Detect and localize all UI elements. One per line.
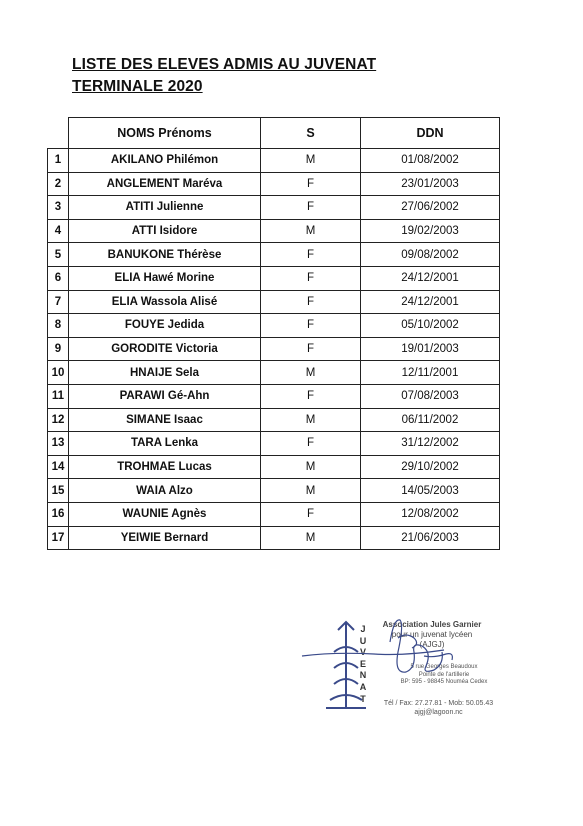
stamp-addr-line-2: Pointe de l'artillerie bbox=[418, 671, 470, 678]
stamp-addr-line-1: 5 rue Georges Beaudoux bbox=[410, 664, 478, 670]
row-number: 11 bbox=[48, 384, 69, 408]
table-row bbox=[48, 219, 500, 243]
row-number: 8 bbox=[48, 314, 69, 338]
vertical-letter: U bbox=[359, 635, 367, 646]
row-name: ATITI Julienne bbox=[69, 196, 261, 220]
vertical-letter: N bbox=[359, 670, 367, 681]
stamp-org-line-2: pour un juvenat lycéen bbox=[391, 630, 473, 639]
row-number: 2 bbox=[48, 172, 69, 196]
row-name: WAIA Alzo bbox=[69, 479, 261, 503]
table-row bbox=[48, 266, 500, 290]
row-number: 9 bbox=[48, 337, 69, 361]
table-row bbox=[48, 432, 500, 456]
row-name: BANUKONE Thérèse bbox=[69, 243, 261, 267]
table-row bbox=[48, 196, 500, 220]
row-dob: 24/12/2001 bbox=[361, 290, 500, 314]
row-sex: M bbox=[261, 479, 361, 503]
row-dob: 05/10/2002 bbox=[361, 314, 500, 338]
vertical-letter: V bbox=[359, 647, 366, 658]
row-sex: F bbox=[261, 172, 361, 196]
row-sex: F bbox=[261, 243, 361, 267]
table-row bbox=[48, 408, 500, 432]
row-number: 16 bbox=[48, 502, 69, 526]
row-sex: M bbox=[261, 149, 361, 173]
row-number: 13 bbox=[48, 432, 69, 456]
row-name: TARA Lenka bbox=[69, 432, 261, 456]
row-sex: M bbox=[261, 361, 361, 385]
row-dob: 06/11/2002 bbox=[361, 408, 500, 432]
table-row bbox=[48, 479, 500, 503]
table-row bbox=[48, 502, 500, 526]
row-name: ANGLEMENT Maréva bbox=[69, 172, 261, 196]
row-name: SIMANE Isaac bbox=[69, 408, 261, 432]
row-name: GORODITE Victoria bbox=[69, 337, 261, 361]
row-dob: 07/08/2003 bbox=[361, 384, 500, 408]
row-name: TROHMAE Lucas bbox=[69, 455, 261, 479]
table-row bbox=[48, 384, 500, 408]
table-row bbox=[48, 314, 500, 338]
row-sex: M bbox=[261, 408, 361, 432]
table-row bbox=[48, 290, 500, 314]
row-dob: 29/10/2002 bbox=[361, 455, 500, 479]
row-number: 17 bbox=[48, 526, 69, 550]
row-dob: 23/01/2003 bbox=[361, 172, 500, 196]
row-dob: 09/08/2002 bbox=[361, 243, 500, 267]
title-line-2: TERMINALE 2020 bbox=[72, 78, 203, 95]
table-row bbox=[48, 243, 500, 267]
stamp-email: ajgj@lagoon.nc bbox=[414, 709, 463, 716]
table-row bbox=[48, 526, 500, 550]
row-number: 15 bbox=[48, 479, 69, 503]
row-dob: 12/08/2002 bbox=[361, 502, 500, 526]
row-number: 4 bbox=[48, 219, 69, 243]
table-row bbox=[48, 337, 500, 361]
row-name: ELIA Hawé Morine bbox=[69, 266, 261, 290]
row-name: AKILANO Philémon bbox=[69, 149, 261, 173]
row-dob: 01/08/2002 bbox=[361, 149, 500, 173]
row-dob: 24/12/2001 bbox=[361, 266, 500, 290]
row-sex: M bbox=[261, 455, 361, 479]
header-dob: DDN bbox=[361, 118, 500, 149]
row-name: FOUYE Jedida bbox=[69, 314, 261, 338]
row-dob: 12/11/2001 bbox=[361, 361, 500, 385]
table-row bbox=[48, 361, 500, 385]
row-number: 10 bbox=[48, 361, 69, 385]
page-title bbox=[72, 54, 376, 98]
stamp-org-line-3: (AJGJ) bbox=[419, 640, 445, 649]
row-name: WAUNIE Agnès bbox=[69, 502, 261, 526]
table-row bbox=[48, 172, 500, 196]
row-name: HNAIJE Sela bbox=[69, 361, 261, 385]
table-header-row bbox=[48, 118, 500, 149]
title-line-1: LISTE DES ELEVES ADMIS AU JUVENAT bbox=[72, 56, 377, 73]
row-name: ATTI Isidore bbox=[69, 219, 261, 243]
vertical-letter: E bbox=[359, 658, 366, 669]
row-name: PARAWI Gé-Ahn bbox=[69, 384, 261, 408]
vertical-letter: J bbox=[360, 624, 366, 634]
row-sex: F bbox=[261, 502, 361, 526]
row-sex: F bbox=[261, 266, 361, 290]
row-number: 3 bbox=[48, 196, 69, 220]
row-dob: 19/01/2003 bbox=[361, 337, 500, 361]
row-dob: 19/02/2003 bbox=[361, 219, 500, 243]
row-sex: M bbox=[261, 219, 361, 243]
vertical-letter: A bbox=[359, 681, 367, 692]
row-sex: F bbox=[261, 384, 361, 408]
stamp-org-line-1: Association Jules Garnier bbox=[382, 620, 482, 629]
stamp-tel: Tél / Fax: 27.27.81 - Mob: 50.05.43 bbox=[383, 700, 494, 707]
row-name: YEIWIE Bernard bbox=[69, 526, 261, 550]
stamp-addr-line-3: BP: 595 - 98845 Nouméa Cedex bbox=[400, 679, 488, 685]
row-dob: 27/06/2002 bbox=[361, 196, 500, 220]
row-number: 14 bbox=[48, 455, 69, 479]
header-name: NOMS Prénoms bbox=[69, 118, 261, 149]
table-row bbox=[48, 455, 500, 479]
header-sex: S bbox=[261, 118, 361, 149]
row-dob: 31/12/2002 bbox=[361, 432, 500, 456]
vertical-letter: T bbox=[360, 693, 366, 704]
table-row bbox=[48, 149, 500, 173]
row-dob: 21/06/2003 bbox=[361, 526, 500, 550]
row-dob: 14/05/2003 bbox=[361, 479, 500, 503]
signature-icon bbox=[294, 612, 504, 722]
row-sex: F bbox=[261, 196, 361, 220]
students-table bbox=[47, 117, 500, 550]
row-number: 1 bbox=[48, 149, 69, 173]
row-number: 6 bbox=[48, 266, 69, 290]
association-stamp bbox=[294, 612, 504, 722]
row-name: ELIA Wassola Alisé bbox=[69, 290, 261, 314]
row-number: 12 bbox=[48, 408, 69, 432]
row-number: 5 bbox=[48, 243, 69, 267]
row-number: 7 bbox=[48, 290, 69, 314]
row-sex: M bbox=[261, 526, 361, 550]
row-sex: F bbox=[261, 314, 361, 338]
header-blank-cell bbox=[48, 118, 69, 149]
row-sex: F bbox=[261, 290, 361, 314]
row-sex: F bbox=[261, 432, 361, 456]
row-sex: F bbox=[261, 337, 361, 361]
